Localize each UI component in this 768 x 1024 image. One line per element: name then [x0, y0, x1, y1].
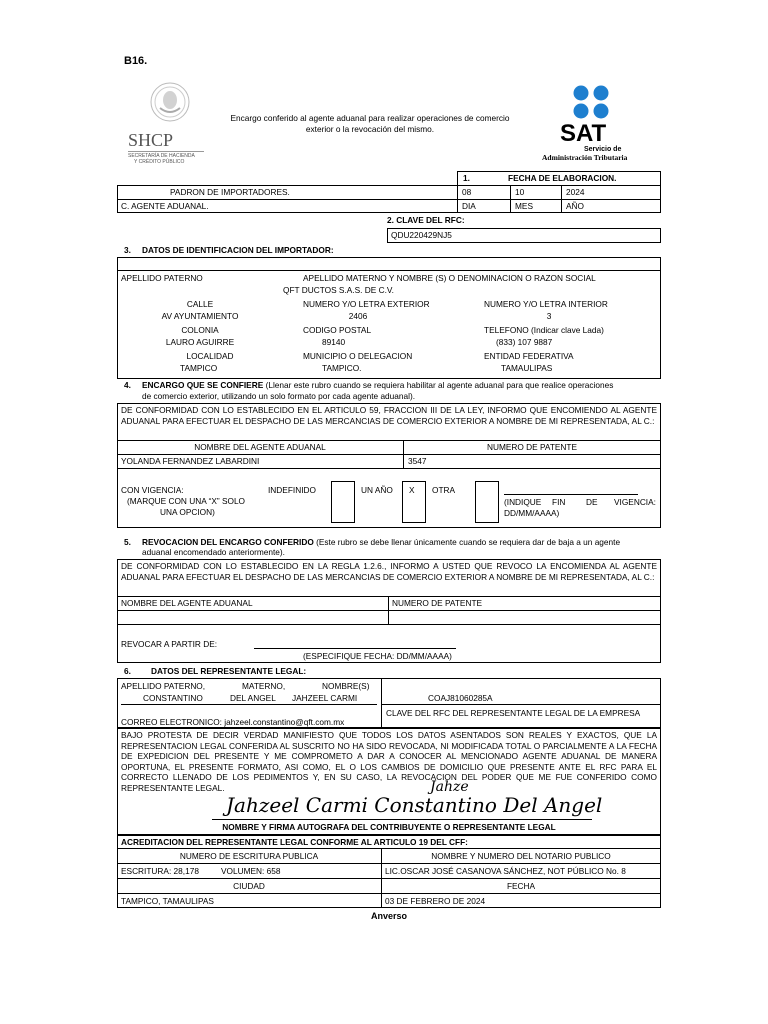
fecha-dia-label: DIA	[462, 201, 476, 211]
indefinido-checkbox[interactable]	[331, 481, 355, 523]
sec6-num: 6.	[124, 666, 131, 676]
revocar-date-line	[254, 648, 456, 649]
fecha-mes: 10	[515, 187, 525, 197]
marque-line2: UNA OPCION)	[160, 507, 215, 517]
agente-aduanal-label: C. AGENTE ADUANAL.	[121, 201, 209, 211]
sec6-title: DATOS DEL REPRESENTANTE LEGAL:	[151, 666, 307, 676]
escritura-value: ESCRITURA: 28,178	[121, 866, 199, 876]
municipio-value: TAMPICO.	[322, 363, 362, 373]
rep-apellido-materno: DEL ANGEL	[230, 693, 276, 703]
vigencia-label: CON VIGENCIA:	[121, 485, 184, 495]
num-ext-value: 2406	[348, 311, 368, 321]
fecha-mes-label: MES	[515, 201, 533, 211]
rep-am-label: MATERNO,	[242, 681, 286, 691]
revocar-label: REVOCAR A PARTIR DE:	[121, 639, 218, 649]
protesta-text: BAJO PROTESTA DE DECIR VERDAD MANIFIESTO QUE TODOS LOS DATOS ASENTADOS SON REALES Y EXACTOS, QUE LA REPRESENTACION LEGAL CONFERIDA AL SUSCRITO NO HA SIDO REVOCADA, NI MODIFICADA TOTAL O PARCIALMENTE A LA FECHA DE EXPEDICION DEL PRESENTE Y ME COMPROMETO A DAR A CONOCER AL MENCIONADO AGENTE ADUANAL DE MANERA OPORTUNA, EL PRESENTE FORMATO, ASI COMO, EL O LOS CAMBIOS DE DOMICILIO QUE PRESENTE ANTE EL RFC PARA EL CORRECTO LLENADO DE LOS PEDIMENTOS Y, EN SU CASO, LA REVOCACION DEL PODER QUE ME FUE CONFERIDO COMO REPRESENTANTE LEGAL.	[121, 730, 657, 793]
signature-initials: Jahze	[430, 779, 469, 795]
sec4-num: 4.	[124, 380, 131, 390]
sec3-title: DATOS DE IDENTIFICACION DEL IMPORTADOR:	[142, 245, 334, 255]
rep-rfc-label: CLAVE DEL RFC DEL REPRESENTANTE LEGAL DE LA EMPRESA	[386, 708, 641, 718]
sec4-patente-label: NUMERO DE PATENTE	[486, 442, 578, 452]
fecha-anio: 2024	[566, 187, 585, 197]
calle-label: CALLE	[186, 299, 214, 309]
indique-5: DD/MM/AAAA)	[504, 508, 560, 518]
num-ext-label: NUMERO Y/O LETRA EXTERIOR	[303, 299, 430, 309]
otra-checkbox[interactable]	[475, 481, 499, 523]
form-title-line2: exterior o la revocación del mismo.	[305, 124, 435, 134]
sec5-patente-label: NUMERO DE PATENTE	[392, 598, 483, 608]
indique-3: DE	[586, 497, 598, 507]
indique-1: (INDIQUE	[504, 497, 542, 507]
fecha-num: 1.	[463, 173, 470, 183]
shcp-sub1: SECRETARÍA DE HACIENDA	[128, 153, 195, 159]
razon-social: QFT DUCTOS S.A.S. DE C.V.	[283, 285, 394, 295]
sec4-text: DE CONFORMIDAD CON LO ESTABLECIDO EN EL ARTICULO 59, FRACCION III DE LA LEY, INFORMO QUE ENCOMIENDO AL AGENTE ADUANAL PARA EFECTUAR EL DESPACHO DE LAS MERCANCIAS DE COMERCIO EXTERIOR A NOMBRE DE MI REPRESENTADA, AL C.:	[121, 405, 657, 426]
fecha-dia: 08	[462, 187, 472, 197]
sec4-nombre-label: NOMBRE DEL AGENTE ADUANAL	[194, 442, 326, 452]
signature: Jahzeel Carmi Constantino Del Angel	[226, 793, 603, 817]
sat-dots-icon	[570, 84, 614, 120]
tel-label: TELEFONO (Indicar clave Lada)	[484, 325, 604, 335]
sat-sub1: Servicio de	[584, 146, 622, 153]
cp-label: CODIGO POSTAL	[303, 325, 372, 335]
vigencia-date-line	[504, 494, 638, 495]
sat-sub2: Administración Tributaria	[542, 153, 628, 162]
sec4-note2: de comercio exterior, utilizando un solo formato por cada agente aduanal).	[142, 391, 416, 401]
notario-label: NOMBRE Y NUMERO DEL NOTARIO PUBLICO	[431, 851, 611, 861]
shcp-sub2: Y CRÉDITO PÚBLICO	[134, 159, 185, 165]
padron-label: PADRON DE IMPORTADORES.	[170, 187, 290, 197]
especifique-fecha: (ESPECIFIQUE FECHA: DD/MM/AAAA)	[303, 651, 452, 661]
colonia-value: LAURO AGUIRRE	[165, 337, 235, 347]
anverso-label: Anverso	[370, 911, 407, 921]
colonia-label: COLONIA	[181, 325, 219, 335]
rfc-title: 2. CLAVE DEL RFC:	[387, 215, 465, 225]
sec5-num: 5.	[124, 537, 131, 547]
indique-2: FIN	[552, 497, 566, 507]
rfc-value: QDU220429NJ5	[391, 230, 452, 240]
cp-value: 89140	[322, 337, 346, 347]
shcp-emblem-icon	[140, 80, 200, 126]
sat-logo-text: SAT	[560, 120, 607, 147]
acred-title: ACREDITACION DEL REPRESENTANTE LEGAL CONFORME AL ARTICULO 19 DEL CFF:	[121, 837, 468, 847]
num-int-value: 3	[546, 311, 552, 321]
form-code: B16.	[124, 55, 148, 67]
marque-line1: (MARQUE CON UNA “X” SOLO	[127, 496, 246, 506]
rep-apellido-paterno: CONSTANTINO	[143, 693, 203, 703]
sec5-note2: aduanal encomendado anteriormente).	[142, 547, 285, 557]
firma-label: NOMBRE Y FIRMA AUTOGRAFA DEL CONTRIBUYENTE O REPRESENTANTE LEGAL	[222, 822, 556, 832]
acred-fecha-value: 03 DE FEBRERO DE 2024	[385, 896, 486, 906]
rep-nom-label: NOMBRE(S)	[322, 681, 370, 691]
rep-ap-label: APELLIDO PATERNO,	[121, 681, 206, 691]
rep-correo: CORREO ELECTRONICO: jahzeel.constantino@qft.com.mx	[121, 717, 345, 727]
sec3-blank-row	[117, 257, 661, 271]
rep-nombre: JAHZEEL CARMI	[292, 693, 358, 703]
sec4-heading: ENCARGO QUE SE CONFIERE (Llenar este rubro cuando se requiera habilitar al agente aduanal para que realice operaciones	[142, 380, 614, 390]
sec3-num: 3.	[124, 245, 131, 255]
agente-nombre: YOLANDA FERNANDEZ LABARDINI	[121, 456, 260, 466]
fecha-title: FECHA DE ELABORACION.	[508, 173, 617, 183]
apellido-paterno-label: APELLIDO PATERNO	[121, 273, 203, 283]
notario-value: LIC.OSCAR JOSÉ CASANOVA SÁNCHEZ, NOT PÚBLICO No. 8	[385, 866, 626, 876]
indique-4: VIGENCIA:	[614, 497, 656, 507]
acred-fecha-label: FECHA	[506, 881, 536, 891]
fecha-anio-label: AÑO	[566, 201, 584, 211]
sec5-text: DE CONFORMIDAD CON LO ESTABLECIDO EN LA REGLA 1.2.6., INFORMO A USTED QUE REVOCO LA ENCOMIENDA AL AGENTE ADUANAL PARA EFECTUAR EL DESPACHO DE LAS MERCANCIAS DE COMERCIO EXTERIOR A NOMBRE DE MI REPRESENTADA, AL C.:	[121, 561, 657, 582]
shcp-logo-text: SHCP	[128, 130, 174, 150]
entidad-value: TAMAULIPAS	[501, 363, 553, 373]
un-anio-label: UN AÑO	[361, 485, 393, 495]
localidad-value: TAMPICO	[180, 363, 218, 373]
agente-patente: 3547	[408, 456, 427, 466]
localidad-label: LOCALIDAD	[186, 351, 234, 361]
escritura-label: NUMERO DE ESCRITURA PUBLICA	[179, 851, 319, 861]
form-title-line1: Encargo conferido al agente aduanal para realizar operaciones de comercio	[230, 113, 510, 123]
rep-rfc: COAJ81060285A	[428, 693, 493, 703]
volumen-value: VOLUMEN: 658	[221, 866, 281, 876]
apellido-materno-label: APELLIDO MATERNO Y NOMBRE (S) O DENOMINACION O RAZON SOCIAL	[303, 273, 596, 283]
municipio-label: MUNICIPIO O DELEGACION	[303, 351, 413, 361]
un-anio-check-mark: X	[409, 485, 415, 495]
otra-label: OTRA	[432, 485, 456, 495]
calle-value: AV AYUNTAMIENTO	[161, 311, 239, 321]
num-int-label: NUMERO Y/O LETRA INTERIOR	[484, 299, 608, 309]
indefinido-label: INDEFINIDO	[268, 485, 316, 495]
entidad-label: ENTIDAD FEDERATIVA	[484, 351, 574, 361]
sec5-nombre-label: NOMBRE DEL AGENTE ADUANAL	[121, 598, 253, 608]
tel-value: (833) 107 9887	[496, 337, 553, 347]
ciudad-label: CIUDAD	[233, 881, 265, 891]
sec5-heading: REVOCACION DEL ENCARGO CONFERIDO (Este rubro se debe llenar únicamente cuando se requiera dar de baja a un agente	[142, 537, 621, 547]
ciudad-value: TAMPICO, TAMAULIPAS	[121, 896, 214, 906]
